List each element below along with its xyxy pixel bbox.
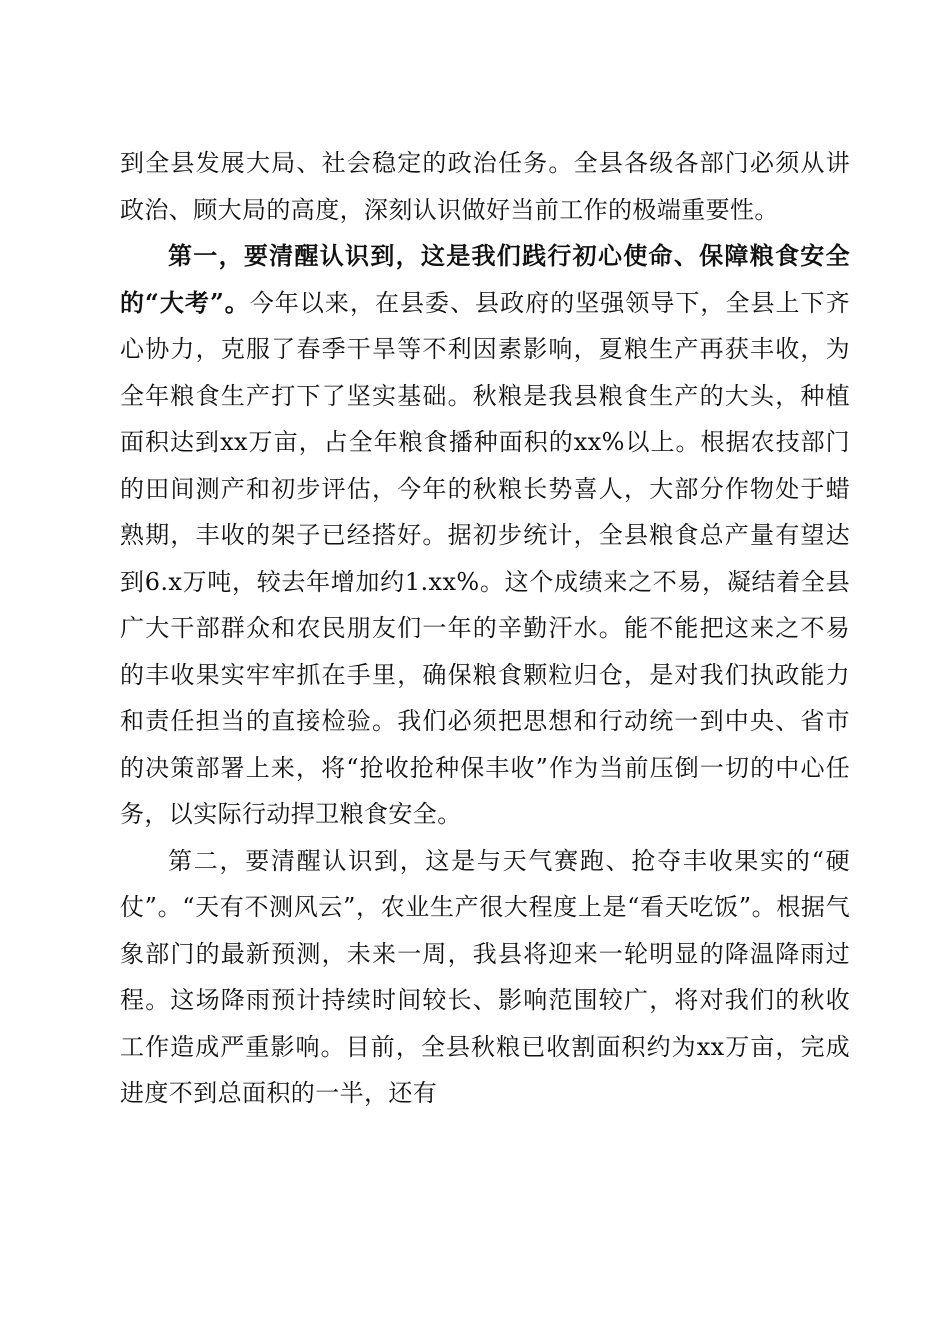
paragraph-lead-sentence: 第二，要清醒认识到，这是与天气赛跑、抢夺丰收果实的“硬仗”。	[120, 846, 850, 921]
paragraph-text: 今年以来，在县委、县政府的坚强领导下，全县上下齐心协力，克服了春季干旱等不利因素影响，夏粮生产再获丰收，为全年粮食生产打下了坚实基础。秋粮是我县粮食生产的大头，种植面积达到xx万亩，占全年粮食播种面积的xx%以上。根据农技部门的田间测产和初步评估，今年的秋粮长势喜人，大部分作物处于蜡熟期，丰收的架子已经搭好。据初步统计，全县粮食总产量有望达到6.x万吨，较去年增加约1.xx%。这个成绩来之不易，凝结着全县广大干部群众和农民朋友们一年的辛勤汗水。能不能把这来之不易的丰收果实牢牢抓在手里，确保粮食颗粒归仓，是对我们执政能力和责任担当的直接检验。我们必须把思想和行动统一到中央、省市的决策部署上来，将“抢收抢种保丰收”作为当前压倒一切的中心任务，以实际行动捍卫粮食安全。	[120, 288, 850, 828]
paragraph-text: “天有不测风云”，农业生产很大程度上是“看天吃饭”。根据气象部门的最新预测，未来一周，我县将迎来一轮明显的降温降雨过程。这场降雨预计持续时间较长、影响范围较广，将对我们的秋收工作造成严重影响。目前，全县秋粮已收割面积约为xx万亩，完成进度不到总面积的一半，还有	[120, 893, 850, 1107]
paragraph-second-point	[120, 838, 850, 1117]
paragraph-first-point	[120, 233, 850, 838]
paragraph-text: 到全县发展大局、社会稳定的政治任务。全县各级各部门必须从讲政治、顾大局的高度，深刻认识做好当前工作的极端重要性。	[120, 149, 850, 224]
paragraph-lead-sentence: 第一，要清醒认识到，这是我们践行初心使命、保障粮食安全的“大考”。	[120, 241, 850, 317]
document-body	[120, 140, 850, 1117]
paragraph-continuation	[120, 140, 850, 233]
